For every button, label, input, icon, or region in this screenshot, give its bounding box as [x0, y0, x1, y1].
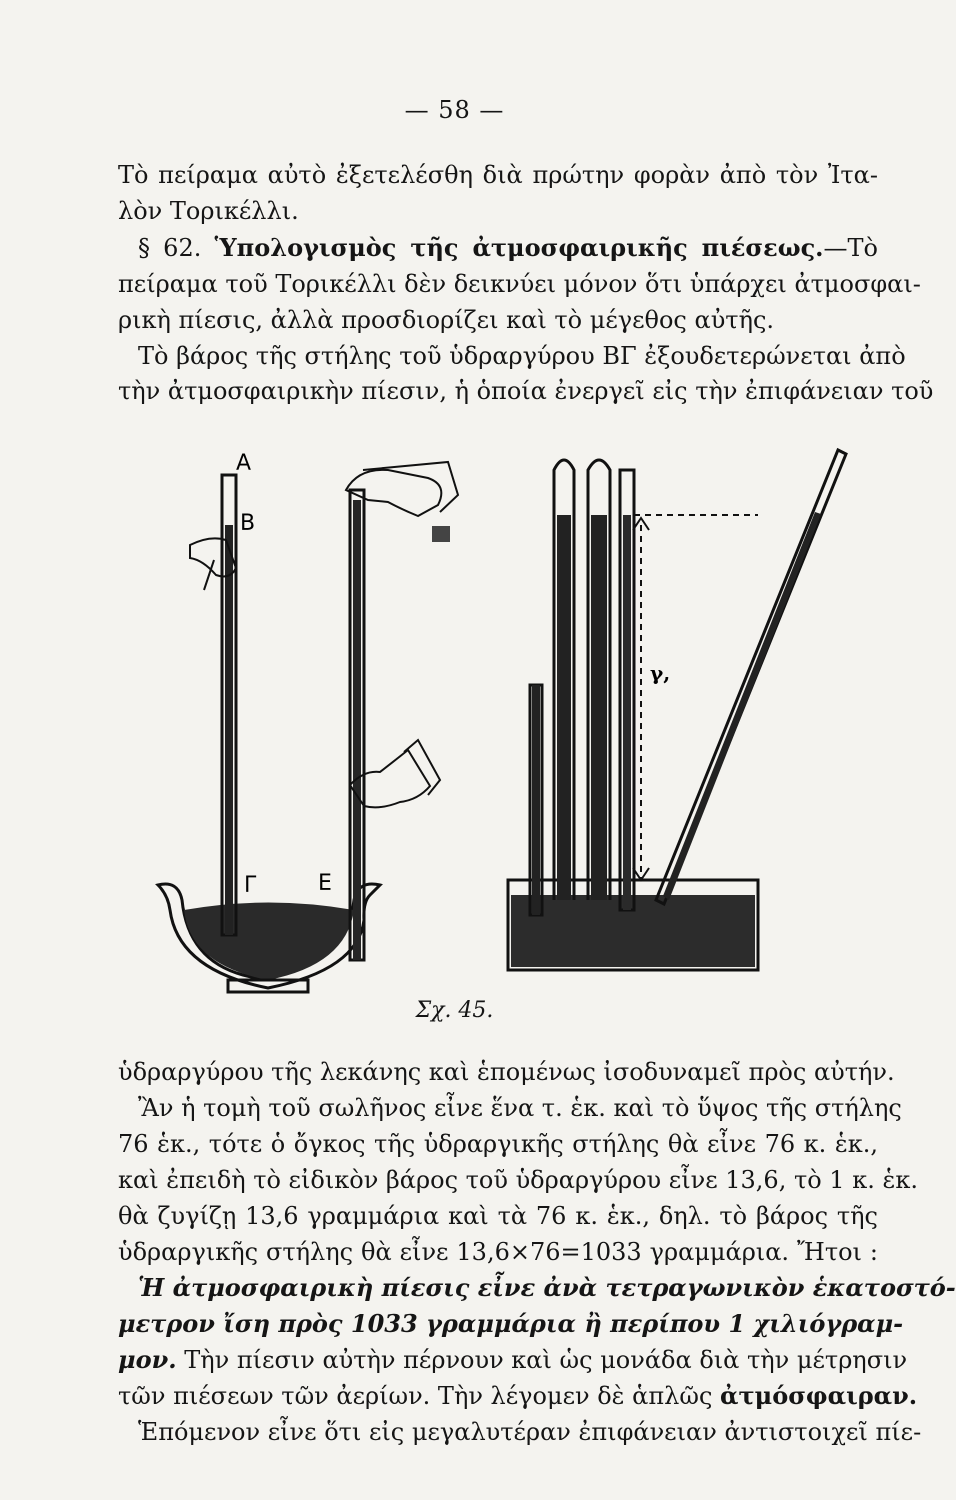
text-fragment: —Τὸ: [823, 234, 879, 262]
rule-statement-line: Ἡ ἀτμοσφαιρικὴ πίεσις εἶνε ἀνὰ τετραγωνικὸν ἑκατοστό-: [138, 1273, 956, 1302]
text-fragment: τῶν πιέσεων τῶν ἀερίων. Τὴν λέγομεν δὲ ἁπλῶς: [118, 1382, 713, 1410]
text-line: ρικὴ πίεσις, ἀλλὰ προσδιορίζει καὶ τὸ μέγεθος αὐτῆς.: [118, 306, 775, 334]
text-line: Τὸ πείραμα αὐτὸ ἐξετελέσθη διὰ πρώτην φορὰν ἀπὸ τὸν Ἰτα-: [118, 161, 878, 189]
text-line: Τὸ βάρος τῆς στήλης τοῦ ὑδραργύρου ΒΓ ἐξουδετερώνεται ἀπὸ: [138, 342, 906, 370]
text-line: πείραμα τοῦ Τορικέλλι δὲν δεικνύει μόνον ὅτι ὑπάρχει ἀτμοσφαι-: [118, 270, 921, 298]
label-a: Α: [236, 451, 252, 476]
text-line-mixed: [118, 1345, 908, 1375]
section-title: Ὑπολογισμὸς τῆς ἀτμοσφαιρικῆς πιέσεως.: [214, 233, 824, 262]
label-e: Ε: [318, 871, 332, 896]
text-line: ὑδραργικῆς στήλης θὰ εἶνε 13,6×76=1033 γραμμάρια. Ἤτοι :: [118, 1238, 878, 1266]
figure-torricelli-experiment: [118, 440, 888, 1040]
text-line: 76 ἑκ., τότε ὁ ὄγκος τῆς ὑδραργικῆς στήλης θὰ εἶνε 76 κ. ἑκ.,: [118, 1130, 878, 1158]
text-line: καὶ ἐπειδὴ τὸ εἰδικὸν βάρος τοῦ ὑδραργύρου εἶνε 13,6, τὸ 1 κ. ἑκ.: [118, 1166, 918, 1194]
text-line: Ἂν ἡ τομὴ τοῦ σωλῆνος εἶνε ἕνα τ. ἑκ. καὶ τὸ ὕψος τῆς στήλης: [138, 1094, 902, 1122]
section-number: § 62.: [138, 234, 202, 262]
tube-with-hands: [346, 462, 458, 960]
label-g: Γ: [244, 873, 257, 898]
text-line: Ἑπόμενον εἶνε ὅτι εἰς μεγαλυτέραν ἐπιφάνειαν ἀντιστοιχεῖ πίε-: [138, 1418, 922, 1446]
section-heading-line: [118, 233, 878, 263]
figure-caption: Σχ. 45.: [415, 998, 494, 1023]
label-gamma: γ,: [650, 661, 671, 685]
torricelli-illustration: [118, 440, 888, 1040]
basin-apparatus-left: [158, 475, 380, 992]
trough-apparatus-right: [508, 450, 846, 970]
rule-statement-line: μετρον ἴση πρὸς 1033 γραμμάρια ἢ περίπου 1 χιλιόγραμ-: [118, 1309, 904, 1338]
text-line-mixed: [118, 1381, 918, 1411]
page-number: — 58 —: [404, 96, 505, 124]
term-atmosphere: ἀτμόσφαιραν.: [720, 1381, 918, 1410]
text-fragment: Τὴν πίεσιν αὐτὴν πέρνουν καὶ ὡς μονάδα διὰ τὴν μέτρησιν: [184, 1346, 908, 1374]
text-line: λὸν Τορικέλλι.: [118, 197, 299, 225]
rule-statement-end: μον.: [118, 1345, 177, 1374]
label-b: Β: [240, 511, 256, 536]
text-line: θὰ ζυγίζῃ 13,6 γραμμάρια καὶ τὰ 76 κ. ἑκ., δηλ. τὸ βάρος τῆς: [118, 1202, 878, 1230]
text-line: ὑδραργύρου τῆς λεκάνης καὶ ἑπομένως ἰσοδυναμεῖ πρὸς αὐτήν.: [118, 1058, 895, 1086]
text-line: τὴν ἀτμοσφαιρικὴν πίεσιν, ἡ ὁποία ἐνεργεῖ εἰς τὴν ἐπιφάνειαν τοῦ: [118, 377, 934, 405]
